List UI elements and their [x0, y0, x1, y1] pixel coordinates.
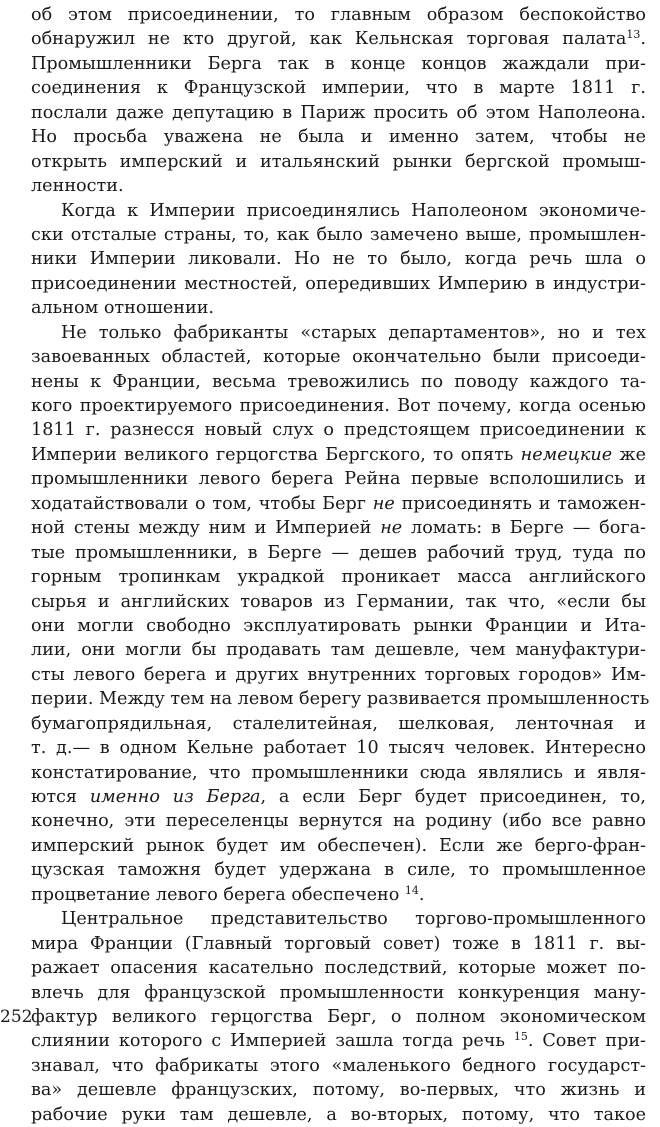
text-line	[31, 1078, 646, 1102]
text-segment: 1811 г. разнесся новый слух о предстоящем присоединении к	[31, 420, 646, 441]
text-segment: ники Империи ликовали. Но не то было, когда речь шла о	[31, 249, 646, 270]
text-segment: бумагопрядильная, сталелитейная, шелковая, ленточная и	[31, 713, 646, 734]
text-line	[31, 467, 646, 491]
text-line	[31, 712, 646, 736]
text-line	[31, 199, 646, 223]
text-line	[31, 52, 646, 76]
text-segment: влечь для французской промышленности конкуренция ману-	[31, 982, 646, 1003]
text-segment: сырья и английских товаров из Германии, так что, «если бы	[31, 591, 646, 612]
text-line	[31, 638, 646, 662]
text-line	[31, 443, 646, 467]
text-line	[31, 76, 646, 100]
italic-emphasis: именно из Берга	[89, 787, 261, 807]
paragraph	[31, 3, 646, 199]
text-segment: констатирование, что промышленники сюда являлись и явля-	[31, 762, 646, 783]
italic-emphasis: немецкие	[520, 444, 613, 465]
italic-emphasis: не	[380, 518, 403, 539]
text-segment: конечно, эти переселенцы вернутся на родину (ибо все равно	[31, 811, 646, 832]
text-line	[31, 101, 646, 125]
text-line	[31, 809, 646, 833]
text-line	[31, 590, 646, 614]
text-segment: Промышленники Берга так в конце концов жаждали при-	[31, 53, 646, 74]
text-segment: ленности.	[31, 176, 124, 197]
text-line	[31, 247, 646, 271]
italic-emphasis: не	[372, 493, 395, 514]
text-line	[31, 883, 646, 907]
text-segment: присоединении местностей, опередивших Империю в индустри-	[31, 273, 646, 294]
text-line	[31, 345, 646, 369]
text-segment: ломать: в Берге — бога-	[402, 518, 646, 539]
text-segment: соединения к Французской империи, что в марте 1811 г.	[31, 78, 646, 99]
text-line	[31, 516, 646, 540]
text-line	[31, 370, 646, 394]
text-line	[31, 981, 646, 1005]
text-line	[31, 418, 646, 442]
text-line	[31, 736, 646, 760]
text-segment: сты левого берега и других внутренних торговых городов» Им-	[31, 664, 646, 685]
text-line	[31, 956, 646, 980]
text-segment: открыть имперский и итальянский рынки бергской промыш-	[31, 151, 646, 172]
text-line	[31, 1005, 646, 1029]
text-segment: т. д.— в одном Кельне работает 10 тысяч человек. Интересно	[31, 738, 646, 759]
text-segment: обнаружил не кто другой, как Кельнская торговая палата	[31, 29, 627, 50]
text-segment: ражает опасения касательно последствий, которые может по-	[31, 958, 646, 979]
text-segment: фактур великого герцогства Берг, о полном экономическом	[31, 1006, 646, 1027]
text-segment: они могли свободно эксплуатировать рынки Франции и Ита-	[31, 615, 646, 636]
paragraph	[31, 321, 650, 908]
text-segment: .	[640, 29, 646, 50]
text-segment: же	[612, 444, 646, 465]
text-segment: завоеванных областей, которые окончательно были присоеди-	[31, 347, 646, 368]
text-segment: Центральное представительство торгово-промышленного	[61, 909, 646, 930]
text-line	[31, 565, 646, 589]
page-number: 252	[0, 1007, 33, 1027]
footnote-ref: 14	[404, 883, 419, 897]
text-line	[31, 27, 646, 51]
text-line	[31, 272, 646, 296]
text-segment: тые промышленники, в Берге — дешев рабочий труд, туда по	[31, 542, 646, 563]
text-segment: Империи великого герцогства Бергского, то опять	[31, 444, 521, 465]
text-segment: перии. Между тем на левом берегу развивается промышленность	[31, 689, 650, 710]
text-segment: ются	[31, 787, 90, 807]
text-line	[31, 492, 646, 516]
text-segment: . Совет при-	[527, 1031, 646, 1052]
text-segment: присоединять и таможен-	[394, 493, 647, 514]
text-segment: ной стены между ним и Империей	[31, 518, 381, 539]
text-line	[31, 663, 646, 687]
paragraph	[31, 199, 646, 321]
text-segment: процветание левого берега обеспечено	[31, 884, 405, 905]
text-segment: промышленники левого берега Рейна первые всполошились и	[31, 469, 646, 490]
text-segment: рабочие руки там дешевле, а во-вторых, потому, что такое	[31, 1104, 646, 1125]
text-line	[31, 1103, 646, 1127]
text-segment: лии, они могли бы продавать там дешевле, чем мануфактури-	[31, 640, 646, 661]
text-segment: кого проектируемого присоединения. Вот почему, когда осенью	[31, 396, 646, 416]
text-segment: Не только фабриканты «старых департаментов», но и тех	[61, 322, 646, 343]
text-line	[31, 321, 646, 345]
text-segment: послали даже депутацию в Париж просить об этом Наполеона.	[31, 102, 646, 123]
text-line	[31, 223, 646, 247]
text-line	[31, 296, 646, 320]
text-segment: знавал, что фабрикаты этого «маленького бедного государст-	[31, 1055, 646, 1076]
text-segment: Когда к Империи присоединялись Наполеоном экономиче-	[61, 200, 646, 221]
text-segment: об этом присоединении, то главным образом беспокойство	[31, 5, 646, 25]
text-segment: имперский рынок будет им обеспечен). Если же берго-фран-	[31, 835, 646, 856]
text-segment: .	[418, 884, 425, 905]
text-line	[31, 932, 646, 956]
text-line	[31, 761, 646, 785]
footnote-ref: 15	[513, 1030, 528, 1044]
paragraph	[31, 907, 646, 1127]
text-line	[31, 150, 646, 174]
text-line	[31, 3, 646, 27]
text-segment: ва» дешевле французских, потому, во-первых, что жизнь и	[31, 1080, 646, 1101]
text-line	[31, 785, 646, 809]
text-segment: Но просьба уважена не была и именно затем, чтобы не	[31, 127, 646, 148]
footnote-ref: 13	[626, 28, 641, 42]
text-line	[31, 687, 650, 711]
text-segment: нены к Франции, весьма тревожились по поводу каждого та-	[31, 371, 646, 392]
text-segment: слиянии которого с Империей зашла тогда речь	[31, 1031, 514, 1052]
text-segment: , а если Берг будет присоединен, то,	[260, 787, 646, 807]
text-line	[31, 125, 646, 149]
text-line	[31, 541, 646, 565]
text-segment: горным тропинкам украдкой проникает масса английского	[31, 567, 646, 588]
text-segment: мира Франции (Главный торговый совет) тоже в 1811 г. вы-	[31, 933, 646, 954]
page-body	[31, 3, 650, 1125]
text-line	[31, 394, 646, 418]
text-line	[31, 174, 646, 198]
text-line	[31, 834, 646, 858]
text-segment: альном отношении.	[31, 298, 215, 319]
text-segment: ски отсталые страны, то, как было замечено выше, промышлен-	[31, 224, 646, 245]
text-segment: ходатайствовали о том, чтобы Берг	[31, 493, 373, 514]
text-line	[31, 614, 646, 638]
text-line	[31, 1029, 646, 1053]
text-line	[31, 1054, 646, 1078]
text-line	[31, 907, 646, 931]
text-segment: цузская таможня будет удержана в силе, то промышленное	[31, 860, 646, 881]
text-line	[31, 858, 646, 882]
